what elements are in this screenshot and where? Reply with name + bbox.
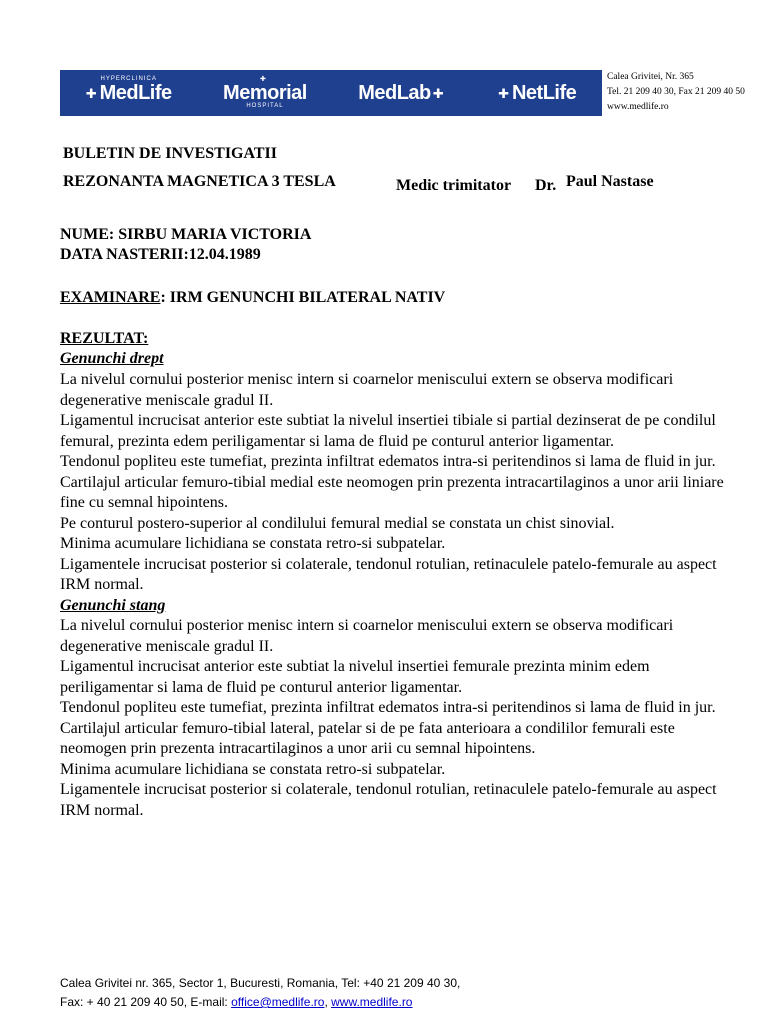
- right-knee-paragraph: Ligamentele incrucisat posterior si colaterale, tendonul rotulian, retinaculele patelo-femurale au aspect IRM normal.: [60, 555, 717, 593]
- right-knee-paragraph: Ligamentul incrucisat anterior este subtiat la nivelul insertiei tibiale si partial dezinserat de pe condilul femural, prezinta edem periligamentar si lama de fluid pe conturul anterior ligamentar.: [60, 412, 716, 450]
- header-address: Calea Grivitei, Nr. 365: [607, 72, 694, 82]
- left-knee-paragraph: La nivelul cornului posterior menisc intern si coarnelor meniscului extern se observa modificari degenerative meniscale gradul II.: [60, 617, 674, 655]
- header-website[interactable]: www.medlife.ro: [607, 102, 669, 112]
- document-subtitle: REZONANTA MAGNETICA 3 TESLA: [63, 173, 336, 190]
- plus-cross-icon: ✚: [85, 85, 97, 101]
- right-knee-paragraph: La nivelul cornului posterior menisc intern si coarnelor meniscului extern se observa modificari degenerative meniscale gradul II.: [60, 371, 674, 409]
- footer-fax: Fax: + 40 21 209 40 50, E-mail:: [60, 995, 232, 1009]
- exam-value: : IRM GENUNCHI BILATERAL NATIV: [160, 289, 446, 306]
- plus-cross-icon: ✚: [498, 85, 509, 101]
- left-knee-paragraph: Minima acumulare lichidiana se constata retro-si subpatelar.: [60, 760, 446, 778]
- patient-name: NUME: SIRBU MARIA VICTORIA: [60, 226, 312, 243]
- right-knee-heading: Genunchi drept: [60, 350, 164, 367]
- left-knee-paragraph: Ligamentele incrucisat posterior si colaterale, tendonul rotulian, retinaculele patelo-femurale au aspect IRM normal.: [60, 781, 717, 819]
- page-footer: [60, 974, 740, 1012]
- findings-body: [60, 370, 730, 821]
- exam-line: [60, 289, 445, 307]
- footer-email-link[interactable]: office@medlife.ro: [231, 995, 325, 1009]
- header-banner: [60, 70, 602, 116]
- brand-name: MedLab: [358, 82, 431, 104]
- footer-contact: [60, 993, 740, 1012]
- right-knee-paragraph: Cartilajul articular femuro-tibial medial este neomogen prin prezenta intracartilaginos a unor arii liniare fine cu semnal hipointens.: [60, 473, 724, 511]
- left-knee-heading: Genunchi stang: [60, 596, 166, 614]
- brand-name: Memorial: [223, 82, 307, 104]
- document-title: BULETIN DE INVESTIGATII: [63, 145, 277, 162]
- header-phone: Tel. 21 209 40 30, Fax 21 209 40 50: [607, 87, 745, 97]
- right-knee-paragraph: Tendonul popliteu este tumefiat, prezinta infiltrat edematos intra-si peritendinos si lama de fluid in jur.: [60, 453, 716, 470]
- left-knee-paragraph: Ligamentul incrucisat anterior este subtiat la nivelul insertiei femurale prezinta minim edem periligamentar si lama de fluid pe conturul anterior ligamentar.: [60, 658, 650, 696]
- brand-tagline: HYPERCLINICA: [100, 76, 157, 82]
- referrer-prefix: Dr.: [535, 177, 557, 194]
- right-knee-paragraph: Pe conturul postero-superior al condilului femural medial se constata un chist sinovial.: [60, 514, 615, 532]
- footer-website-link[interactable]: www.medlife.ro: [331, 995, 413, 1009]
- right-knee-paragraph: Minima acumulare lichidiana se constata retro-si subpatelar.: [60, 535, 446, 552]
- brand-name: NetLife: [511, 82, 577, 104]
- birth-date: DATA NASTERII:12.04.1989: [60, 246, 261, 263]
- brand-netlife: [498, 76, 576, 110]
- brand-memorial: [223, 76, 307, 110]
- brand-subtitle: HOSPITAL: [246, 103, 284, 109]
- referrer-label: Medic trimitator: [396, 177, 512, 194]
- referrer-name: Paul Nastase: [566, 173, 654, 190]
- brand-medlife: [86, 76, 172, 110]
- header-contact: [607, 70, 757, 115]
- result-label: REZULTAT:: [60, 330, 149, 347]
- left-knee-paragraph: Tendonul popliteu este tumefiat, prezinta infiltrat edematos intra-si peritendinos si lama de fluid in jur.: [60, 699, 716, 716]
- exam-label: EXAMINARE: [60, 289, 161, 306]
- brand-name: MedLife: [99, 82, 172, 104]
- plus-cross-icon: ✚: [260, 76, 267, 83]
- footer-separator: ,: [324, 995, 332, 1009]
- footer-address: Calea Grivitei nr. 365, Sector 1, Bucuresti, Romania, Tel: +40 21 209 40 30,: [60, 976, 461, 990]
- left-knee-paragraph: Cartilajul articular femuro-tibial lateral, patelar si de pe fata anterioara a condililor femurali este neomogen prin prezenta intracartilaginos a unor arii cu semnal hipointens.: [60, 719, 675, 757]
- plus-cross-icon: ✚: [432, 85, 444, 101]
- brand-medlab: [358, 76, 446, 110]
